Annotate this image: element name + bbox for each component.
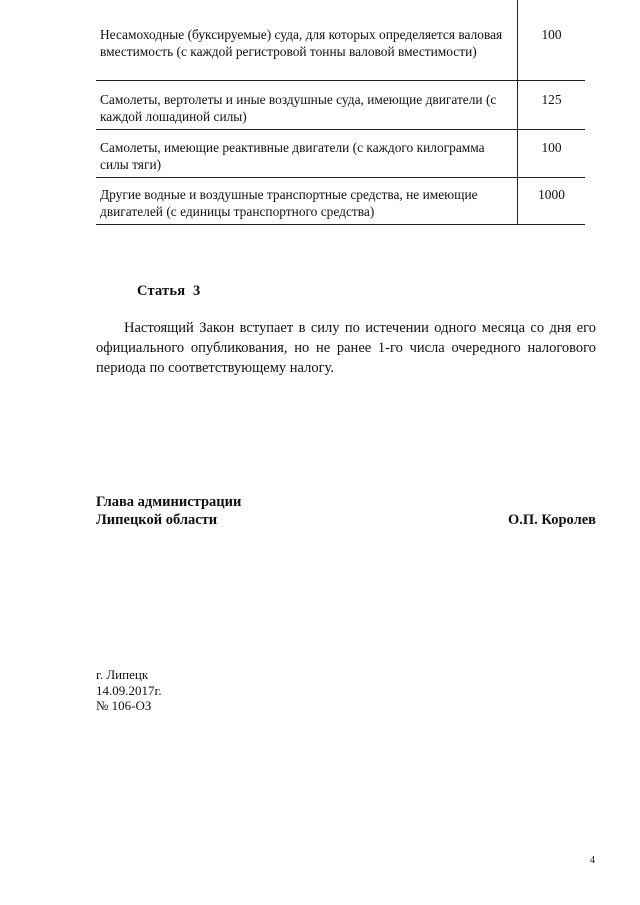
table-row — [96, 130, 585, 178]
tax-rate-table — [96, 0, 585, 225]
signature-row — [96, 511, 596, 529]
table-cell-description: Несамоходные (буксируемые) суда, для которых определяется валовая вместимость (с каждой регистровой тонны валовой вместимости) — [96, 0, 518, 81]
table-cell-description: Самолеты, имеющие реактивные двигатели (с каждого килограмма силы тяги) — [96, 130, 518, 178]
document-footer — [96, 667, 162, 714]
signatory-name: О.П. Королев — [508, 512, 596, 528]
table-row — [96, 0, 585, 81]
table-cell-rate: 125 — [518, 81, 586, 130]
article-text: Настоящий Закон вступает в силу по истечении одного месяца со дня его официального опубликования, но не ранее 1-го числа очередного налогового периода по соответствующему налогу. — [96, 320, 596, 376]
table-row — [96, 178, 585, 225]
table-row — [96, 81, 585, 130]
table-cell-rate: 100 — [518, 130, 586, 178]
signature-block — [96, 493, 596, 529]
table-cell-rate: 1000 — [518, 178, 586, 225]
signature-position-line2: Липецкой области — [96, 512, 218, 528]
signature-position-line1: Глава администрации — [96, 494, 242, 510]
table-cell-description: Другие водные и воздушные транспортные средства, не имеющие двигателей (с единицы транспортного средства) — [96, 178, 518, 225]
page-number: 4 — [590, 855, 595, 866]
article-title: Статья 3 — [137, 283, 201, 299]
footer-law-number: № 106-ОЗ — [96, 698, 152, 713]
table-cell-rate: 100 — [518, 0, 586, 81]
footer-city: г. Липецк — [96, 667, 149, 682]
table-cell-description: Самолеты, вертолеты и иные воздушные суда, имеющие двигатели (с каждой лошадиной силы) — [96, 81, 518, 130]
footer-date: 14.09.2017г. — [96, 682, 162, 698]
